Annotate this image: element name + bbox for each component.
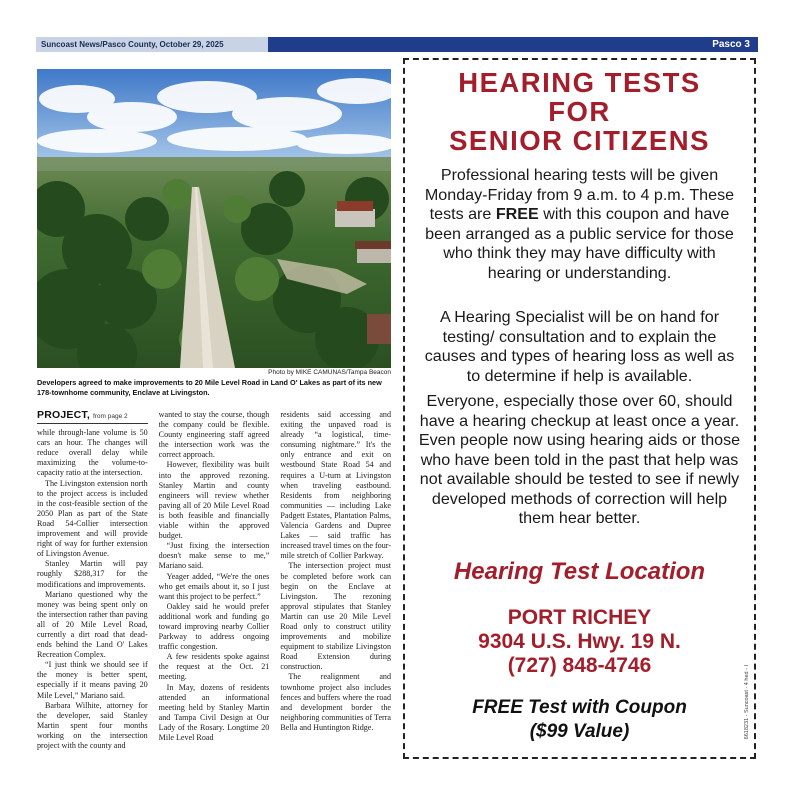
ad-paragraph-specialist: A Hearing Specialist will be on hand for testing/ consultation and to explain the causes and types of hearing loss as well as to determine if help is available. bbox=[424, 308, 735, 385]
article-paragraph: residents said accessing and exiting the unpaved road is already “a logistical, time-consuming nightmare.” It's the only entrance and exit on westbound State Road 54 and requires a U-turn at Livingston when traveling eastbound. Residents from neighboring communities — including Lake Padgett Estates, Plantation Palms, Valencia Gardens and Dupree Lakes — said traffic has increased travel times on the four-mile stretch of Collier Parkway. bbox=[280, 410, 392, 561]
article-paragraph: However, flexibility was built into the approved rezoning. Stanley Martin and county engineers will review whether paving all of 20 Mile Level Road is both feasible and financially viable within the approved budget. bbox=[158, 460, 270, 541]
news-photo bbox=[37, 69, 391, 368]
ad-free-emphasis: FREE bbox=[495, 205, 539, 223]
ad-code: 6618231 - Suncoast - 4 hed - I bbox=[744, 664, 750, 739]
ad-free-line: FREE Test with Coupon bbox=[472, 697, 687, 718]
ad-title-line: HEARING TESTS bbox=[458, 67, 701, 98]
page-folio-dateline: Suncoast News/Pasco County, October 29, 2025 bbox=[36, 37, 268, 52]
jump-head: PROJECT, bbox=[37, 410, 90, 421]
article-paragraph: Yeager added, “We're the ones who get emails about it, so I just want this project to be perfect.” bbox=[158, 571, 270, 601]
hearing-test-ad bbox=[403, 58, 756, 759]
ad-title-line: SENIOR CITIZENS bbox=[449, 125, 710, 156]
jump-line bbox=[37, 410, 148, 424]
ad-city: PORT RICHEY bbox=[507, 606, 652, 629]
jump-reference: from page 2 bbox=[92, 413, 128, 420]
article-column-1 bbox=[37, 410, 148, 760]
ad-text: Professional hearing tests will be given Monday-Friday from 9 a.m. to 4 p.m. These tests are bbox=[424, 166, 735, 223]
article-paragraph: “Just fixing the intersection doesn't make sense to me,” Mariano said. bbox=[158, 541, 270, 571]
ad-paragraph-everyone: Everyone, especially those over 60, should have a hearing checkup at least once a year. Even people now using hearing aids or those who have been told in the past that help was not available should be tested to see if newly developed methods of correction will help them hear better. bbox=[418, 392, 741, 527]
article-paragraph: In May, dozens of residents attended an informational meeting held by Stanley Martin and Tampa Civil Design at Our Lady of the Rosary. Longtime 20 Mile Level Road bbox=[158, 682, 270, 742]
ad-location-heading: Hearing Test Location bbox=[453, 558, 706, 585]
photo-caption: Developers agreed to make improvements to 20 Mile Level Road in Land O' Lakes as part of its new 178-townhome community, Enclave at Livingston. bbox=[37, 378, 382, 397]
ad-value-line: ($99 Value) bbox=[529, 721, 630, 742]
article-column-3 bbox=[280, 410, 391, 760]
ad-address: 9304 U.S. Hwy. 19 N. bbox=[478, 630, 681, 653]
article-paragraph: Mariano questioned why the money was being spent only on the intersection rather than paving all of 20 Mile Level Road, currently a dirt road that dead-ends behind the Land O' Lakes Recreation Complex. bbox=[37, 589, 148, 660]
article-body bbox=[37, 410, 391, 760]
article-paragraph: The realignment and townhome project also includes fences and buffers where the road and development border the neighboring communities of Terra Bella and Huntington Ridge. bbox=[280, 672, 392, 732]
article-paragraph: Barbara Wilhite, attorney for the developer, said Stanley Martin spent four months working on the intersection project with the county and bbox=[37, 700, 148, 750]
photo-credit: Photo by MIKE CAMUNAS/Tampa Beacon bbox=[268, 369, 391, 376]
article-paragraph: The Livingston extension north to the project access is included in the cost-feasible section of the 2050 Plan as part of the State Road 54-Collier intersection improvement and will provide right of way for further extension of Livingston Avenue. bbox=[37, 478, 148, 559]
ad-phone: (727) 848-4746 bbox=[507, 654, 652, 677]
article-paragraph: Stanley Martin will pay roughly $288,317 for the modifications and improvements. bbox=[37, 559, 148, 589]
article-paragraph: The intersection project must be completed before work can begin on the Enclave at Livingston. The rezoning approval stipulates that Stanley Martin can use 20 Mile Level Road only to construct utility improvements and mobilize equipment to stabilize Livingston Road Extension during construction. bbox=[280, 561, 392, 672]
article-paragraph: “I just think we should see if the money is better spent, especially if it means paving 20 Mile Level,” Mariano said. bbox=[37, 660, 148, 700]
ad-location-block bbox=[405, 606, 754, 678]
article-column-2 bbox=[159, 410, 270, 760]
article-paragraph: wanted to stay the course, though the company could be flexible. County engineering staff agreed the intersection work was the correct approach. bbox=[158, 410, 270, 460]
article-paragraph: Oakley said he would prefer additional work and funding go toward improving nearby Collier Parkway to address ongoing traffic congestion. bbox=[158, 601, 270, 652]
ad-free-offer bbox=[405, 696, 754, 744]
ad-text: with this coupon and have been arranged as a public service for those who think they may have difficulty with hearing or understanding. bbox=[425, 205, 734, 282]
page-section-label: Pasco 3 bbox=[268, 37, 758, 52]
article-paragraph: A few residents spoke against the request at the Oct. 21 meeting. bbox=[158, 652, 270, 682]
ad-paragraph-intro bbox=[417, 166, 742, 283]
ad-title bbox=[405, 68, 754, 155]
ad-title-line: FOR bbox=[548, 96, 611, 127]
article-paragraph: while through-lane volume is 50 cars an hour. The changes will reduce overall delay while maximizing the volume-to-capacity ratio at the intersection. bbox=[37, 428, 148, 478]
